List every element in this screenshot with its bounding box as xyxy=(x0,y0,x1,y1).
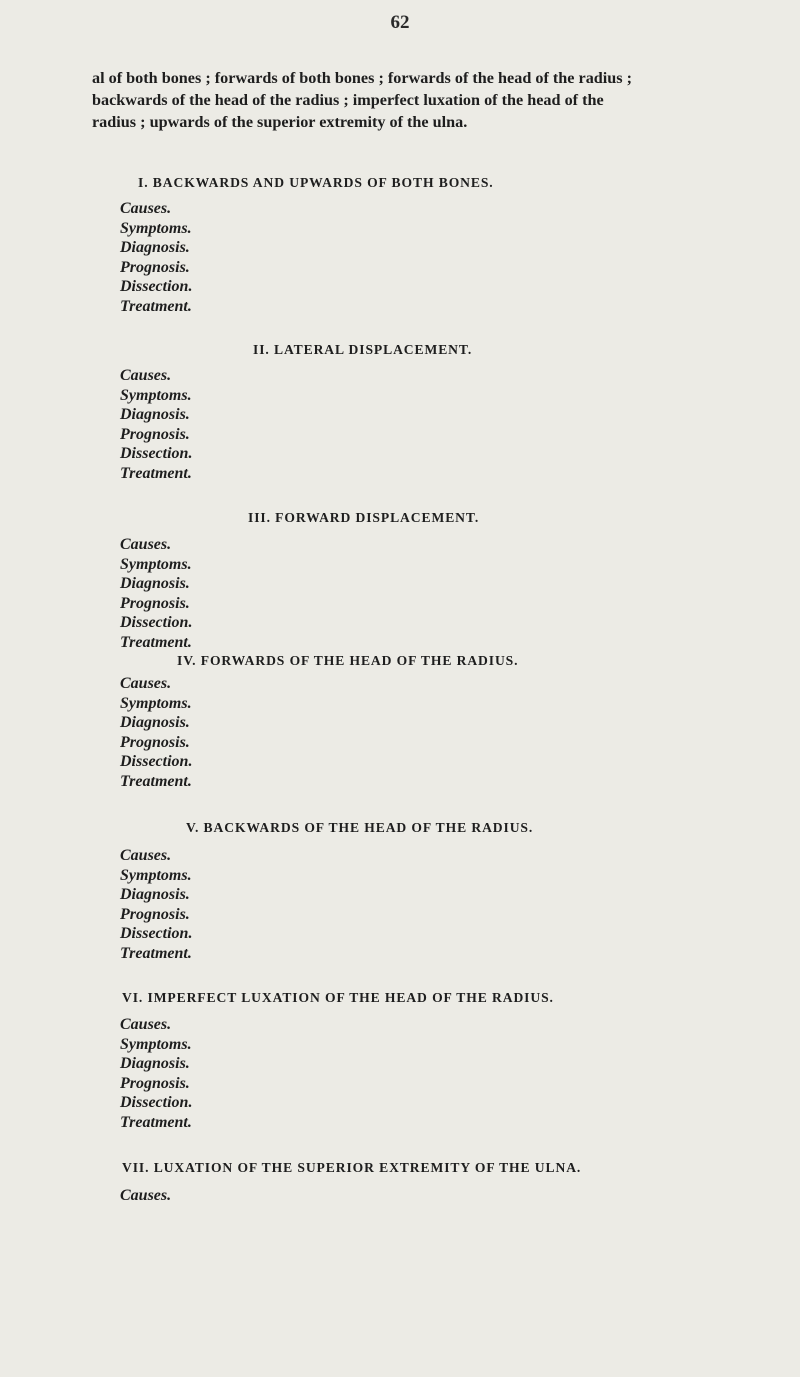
section-item: Dissection. xyxy=(120,614,193,632)
section-item: Diagnosis. xyxy=(120,1055,190,1073)
section-item: Prognosis. xyxy=(120,258,190,276)
intro-paragraph xyxy=(92,67,752,133)
section-item: Symptoms. xyxy=(120,555,192,573)
section-item: Causes. xyxy=(120,367,172,384)
section-item: Prognosis. xyxy=(120,1074,190,1092)
intro-line: backwards of the head of the radius ; imperfect luxation of the head of the xyxy=(92,91,604,109)
section-item: Treatment. xyxy=(120,633,192,651)
section-item: Treatment. xyxy=(120,1113,192,1131)
section-items-6 xyxy=(120,1015,192,1133)
section-item: Treatment. xyxy=(120,772,192,790)
section-items-1 xyxy=(120,199,192,317)
section-item: Diagnosis. xyxy=(120,886,190,904)
section-item: Prognosis. xyxy=(120,594,190,612)
section-item: Prognosis. xyxy=(120,733,190,751)
section-item: Prognosis. xyxy=(120,905,190,923)
section-item: Symptoms. xyxy=(120,219,192,237)
section-item: Dissection. xyxy=(120,1094,193,1112)
section-heading-7: VII. LUXATION OF THE SUPERIOR EXTREMITY OF THE ULNA. xyxy=(122,1160,582,1175)
section-item: Symptoms. xyxy=(120,386,192,404)
section-heading-3: III. FORWARD DISPLACEMENT. xyxy=(248,510,480,525)
section-heading-6: VI. IMPERFECT LUXATION OF THE HEAD OF THE RADIUS. xyxy=(122,990,554,1005)
section-item: Causes. xyxy=(120,536,172,553)
section-item: Causes. xyxy=(120,1016,172,1033)
section-heading-2: II. LATERAL DISPLACEMENT. xyxy=(253,342,473,357)
section-item: Diagnosis. xyxy=(120,575,190,593)
section-heading-4: IV. FORWARDS OF THE HEAD OF THE RADIUS. xyxy=(177,653,519,668)
section-item: Causes. xyxy=(120,675,172,692)
section-item: Dissection. xyxy=(120,445,193,463)
section-item: Symptoms. xyxy=(120,1035,192,1053)
section-item: Treatment. xyxy=(120,944,192,962)
section-item: Symptoms. xyxy=(120,866,192,884)
section-item: Causes. xyxy=(120,1187,172,1204)
section-item: Dissection. xyxy=(120,278,193,296)
section-item: Treatment. xyxy=(120,464,192,482)
section-item: Dissection. xyxy=(120,753,193,771)
section-item: Diagnosis. xyxy=(120,406,190,424)
section-item: Diagnosis. xyxy=(120,714,190,732)
section-item: Causes. xyxy=(120,200,172,217)
section-items-4 xyxy=(120,674,192,792)
section-item: Treatment. xyxy=(120,297,192,315)
section-items-2 xyxy=(120,366,192,484)
intro-line: al of both bones ; forwards of both bones ; forwards of the head of the radius ; xyxy=(92,69,633,87)
section-items-5 xyxy=(120,846,192,964)
section-item: Dissection. xyxy=(120,925,193,943)
page-number: 62 xyxy=(390,12,410,33)
section-items-3 xyxy=(120,535,192,653)
intro-line: radius ; upwards of the superior extremity of the ulna. xyxy=(92,113,468,131)
section-item: Causes. xyxy=(120,847,172,864)
section-item: Diagnosis. xyxy=(120,239,190,257)
section-item: Symptoms. xyxy=(120,694,192,712)
section-items-7 xyxy=(120,1186,171,1206)
section-heading-1: I. BACKWARDS AND UPWARDS OF BOTH BONES. xyxy=(138,175,494,190)
section-item: Prognosis. xyxy=(120,425,190,443)
section-heading-5: V. BACKWARDS OF THE HEAD OF THE RADIUS. xyxy=(186,820,534,835)
